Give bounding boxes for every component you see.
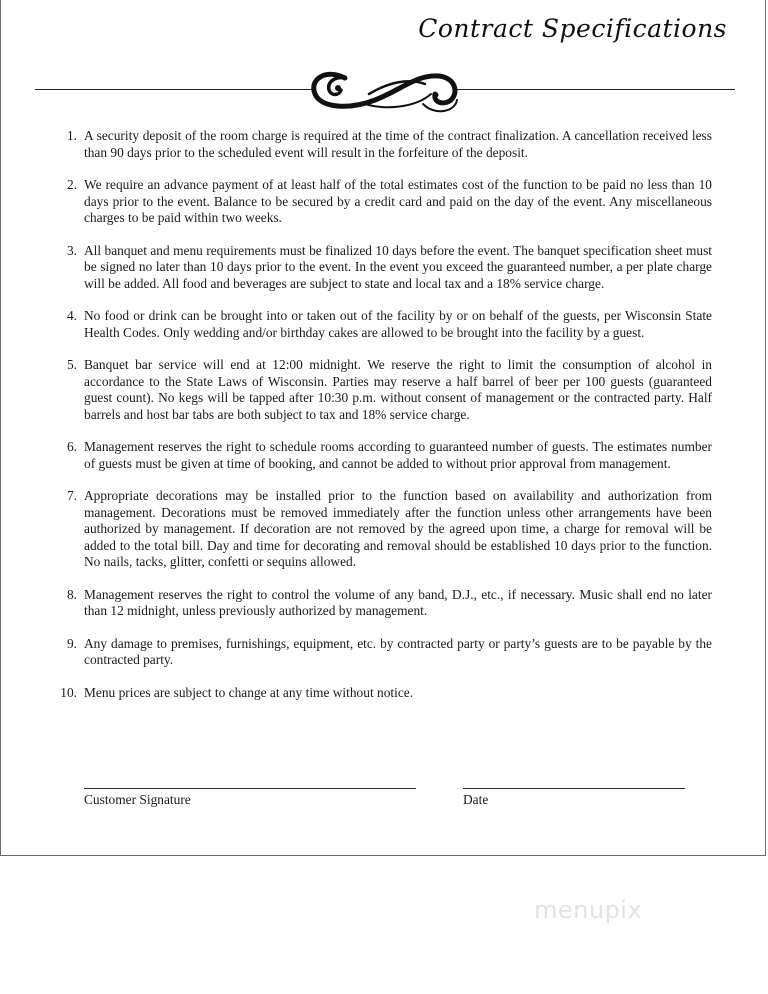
term-number: 1. xyxy=(66,128,77,143)
term-item xyxy=(1,488,768,571)
term-text: Menu prices are subject to change at any time without notice. xyxy=(84,684,414,700)
page-title: Contract Specifications xyxy=(418,14,727,43)
term-item xyxy=(1,128,768,161)
term-item xyxy=(1,587,768,620)
term-text: Management reserves the right to schedule rooms according to guaranteed number of guests. The estimates number of guests must be given at time of booking, and cannot be added to without prior approval from management. xyxy=(84,439,712,471)
term-item xyxy=(1,685,768,702)
term-item xyxy=(1,308,768,341)
term-number: 3. xyxy=(66,242,77,258)
term-text: A security deposit of the room charge is required at the time of the contract finalization. A cancellation received less than 90 days prior to the scheduled event will result in the forfeiture of the deposit. xyxy=(84,128,712,160)
term-number: 10. xyxy=(60,684,77,700)
term-item xyxy=(1,243,768,293)
term-text: All banquet and menu requirements must be finalized 10 days before the event. The banquet specification sheet must be signed no later than 10 days prior to the event. In the event you exceed the guaranteed number, a per plate charge will be added. All food and beverages are subject to state and local tax and a 18% service charge. xyxy=(84,242,712,291)
term-text: We require an advance payment of at least half of the total estimates cost of the function to be paid no less than 10 days prior to the event. Balance to be secured by a credit card and paid on the day of the event. Any miscellaneous charges to be paid within two weeks. xyxy=(84,177,712,225)
term-text: No food or drink can be brought into or taken out of the facility by or on behalf of the guests, per Wisconsin State Health Codes. Only wedding and/or birthday cakes are allowed to be brought into the facility by a guest. xyxy=(84,308,712,340)
term-text: Any damage to premises, furnishings, equipment, etc. by contracted party or party’s guests are to be payable by the contracted party. xyxy=(84,635,712,667)
term-number: 7. xyxy=(66,488,77,503)
customer-signature-label: Customer Signature xyxy=(84,792,191,807)
date-label: Date xyxy=(463,792,489,807)
terms-list xyxy=(1,128,768,717)
term-item xyxy=(1,439,768,472)
header-rule-right xyxy=(453,89,735,90)
term-text: Management reserves the right to control the volume of any band, D.J., etc., if necessary. Music shall end no later than 12 midnight, unless previously authorized by management. xyxy=(84,586,712,618)
header-rule-left xyxy=(35,89,313,90)
term-text: Banquet bar service will end at 12:00 midnight. We reserve the right to limit the consumption of alcohol in accordance to the State Laws of Wisconsin. Parties may reserve a half barrel of beer per 100 guests (guaranteed guest count). No kegs will be tapped after 10:30 p.m. without consent of management or the contracted party. Half barrels and host bar tabs are both subject to tax and 18% service charge. xyxy=(84,357,712,422)
term-item xyxy=(1,357,768,423)
term-number: 5. xyxy=(66,357,77,372)
term-number: 8. xyxy=(66,586,77,602)
term-item xyxy=(1,177,768,227)
date-line[interactable] xyxy=(463,788,685,789)
term-number: 4. xyxy=(66,308,77,323)
term-text: Appropriate decorations may be installed prior to the function based on availability and authorization from management. Decorations must be removed immediately after the function unless other arrangements have been authorized by management. If decoration are not removed by the agreed upon time, a charge for removal will be added to the total bill. Day and time for decorating and removal should be established 10 days prior to the function. No nails, tacks, glitter, confetti or sequins allowed. xyxy=(84,488,712,569)
watermark-logo: menupix xyxy=(534,896,643,924)
scroll-flourish-icon xyxy=(305,64,463,116)
term-number: 2. xyxy=(66,177,77,192)
customer-signature-line[interactable] xyxy=(84,788,416,789)
term-number: 9. xyxy=(66,635,77,651)
term-number: 6. xyxy=(66,439,77,454)
term-item xyxy=(1,636,768,669)
